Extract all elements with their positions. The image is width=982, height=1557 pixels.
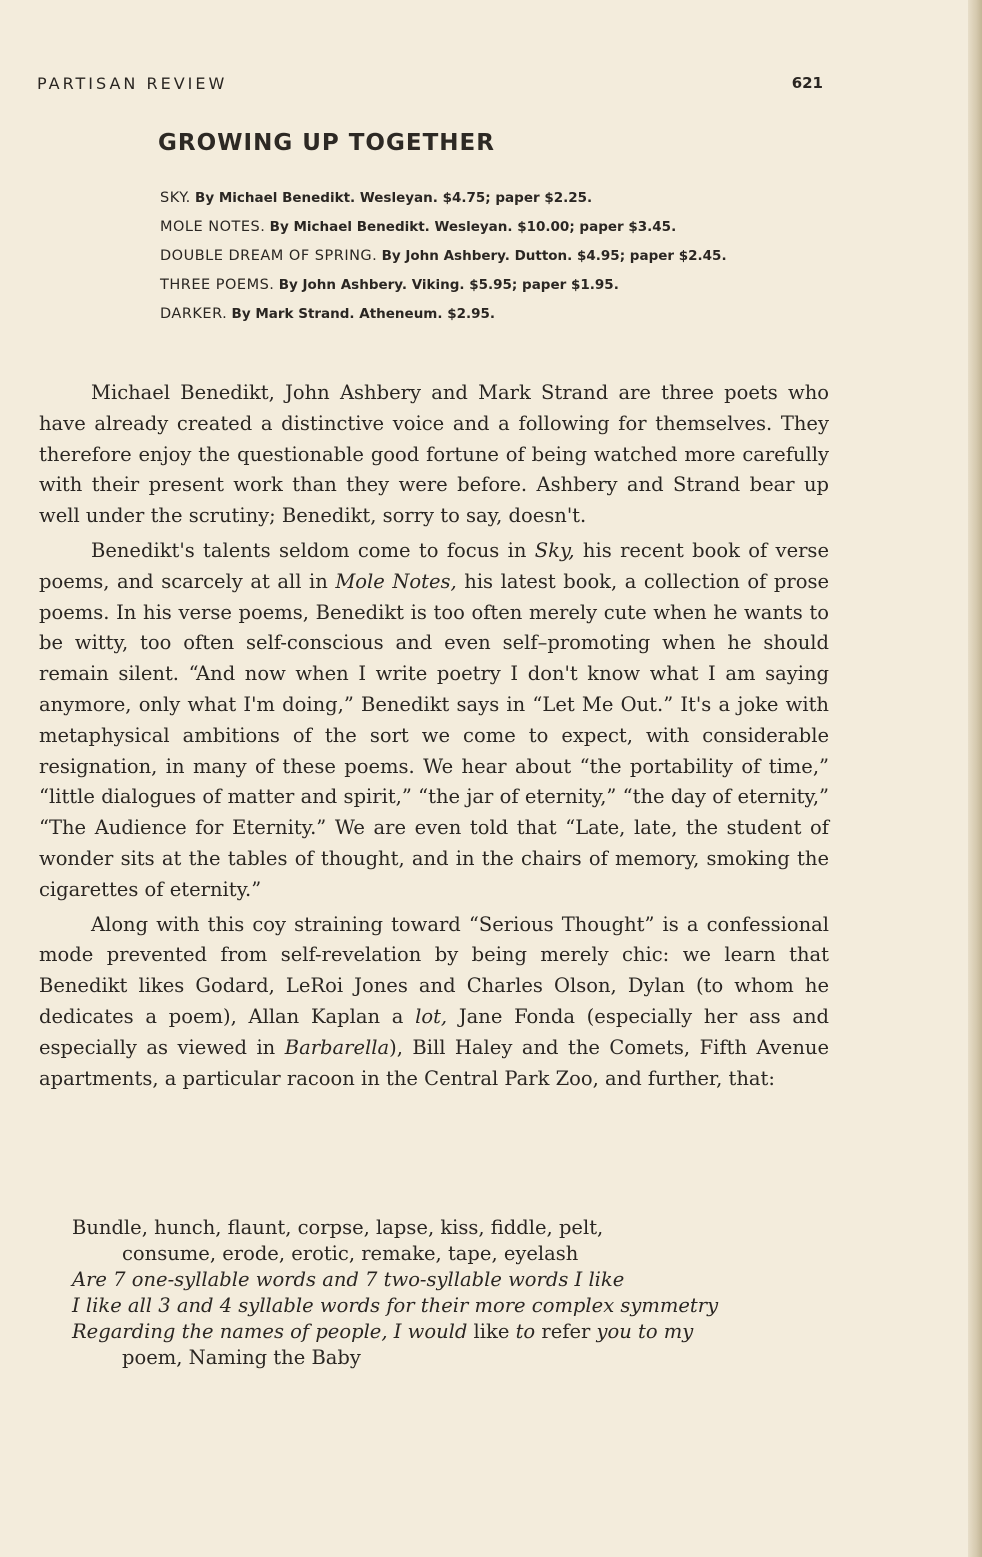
book-details: By John Ashbery. Dutton. $4.95; paper $2.45.	[381, 248, 727, 264]
film-title-barbarella: Barbarella	[284, 1035, 390, 1059]
book-entry	[160, 277, 840, 294]
article-body	[39, 378, 829, 1094]
text-run: like	[467, 1320, 516, 1343]
book-title-sky: Sky,	[534, 538, 575, 562]
book-title: MOLE NOTES.	[160, 219, 266, 235]
poem-quotation	[72, 1215, 842, 1371]
text-run: you to my	[596, 1320, 694, 1343]
text-run: his latest book, a collection of prose poems. In his verse poems, Benedikt is too often merely cute when he wants to be witty, too often self-conscious and even self–promoting when he should remain silent. “And now when I write poetry I don't know what I am saying anymore, only what I'm doing,” Benedikt says in “Let Me Out.” It's a joke with metaphysical ambitions of the sort we come to expect, with considerable resignation, in many of these poems. We hear about “the portability of time,” “little dialogues of matter and spirit,” “the jar of eternity,” “the day of eternity,” “The Audience for Eternity.” We are even told that “Late, late, the student of wonder sits at the tables of thought, and in the chairs of memory, smoking the cigarettes of eternity.”	[39, 569, 829, 901]
book-list	[160, 190, 840, 335]
book-title: DOUBLE DREAM OF SPRING.	[160, 248, 378, 264]
book-entry	[160, 248, 840, 265]
text-run: Benedikt's talents seldom come to focus in	[91, 538, 535, 562]
text-run: refer	[535, 1320, 597, 1343]
emphasis-lot: lot,	[415, 1004, 448, 1028]
poem-line-3: Are 7 one-syllable words and 7 two-syllable words I like	[72, 1268, 625, 1291]
book-details: By Michael Benedikt. Wesleyan. $4.75; paper $2.25.	[195, 190, 593, 206]
paragraph-3	[39, 910, 829, 1095]
paragraph-1: Michael Benedikt, John Ashbery and Mark Strand are three poets who have already created a distinctive voice and a following for themselves. They therefore enjoy the questionable good fortune of being watched more carefully with their present work than they were before. Ashbery and Strand bear up well under the scrutiny; Benedikt, sorry to say, doesn't.	[39, 381, 829, 528]
poem-line-6: poem, Naming the Baby	[122, 1346, 361, 1369]
text-run: ), Bill Haley and the Comets, Fifth Avenue apartments, a particular racoon in the Central Park Zoo, and further, that:	[39, 1035, 829, 1090]
paragraph-2	[39, 536, 829, 906]
page-number: 621	[791, 74, 823, 92]
book-title: THREE POEMS.	[160, 277, 275, 293]
page-edge	[968, 0, 982, 1557]
poem-line-4: I like all 3 and 4 syllable words for their more complex symmetry	[72, 1294, 719, 1317]
book-details: By Mark Strand. Atheneum. $2.95.	[231, 306, 496, 322]
text-run: Jane Fonda (especially her ass and especially as viewed in	[39, 1004, 829, 1059]
running-head	[37, 74, 823, 93]
text-run: to	[515, 1320, 536, 1343]
journal-name: PARTISAN REVIEW	[37, 74, 228, 93]
book-entry	[160, 219, 840, 236]
book-title: DARKER.	[160, 306, 228, 322]
book-entry	[160, 306, 840, 323]
article-title: GROWING UP TOGETHER	[158, 130, 495, 156]
poem-line-1: Bundle, hunch, flaunt, corpse, lapse, kiss, fiddle, pelt,	[72, 1216, 604, 1239]
book-entry	[160, 190, 840, 207]
text-run: Along with this coy straining toward “Serious Thought” is a confessional mode prevented from self-revelation by being merely chic: we learn that Benedikt likes Godard, LeRoi Jones and Charles Olson, Dylan (to whom he dedicates a poem), Allan Kaplan a	[39, 912, 829, 1028]
text-run: his recent book of verse poems, and scarcely at all in	[39, 538, 829, 593]
book-title-mole-notes: Mole Notes,	[335, 569, 457, 593]
book-title: SKY.	[160, 190, 191, 206]
book-details: By Michael Benedikt. Wesleyan. $10.00; paper $3.45.	[269, 219, 677, 235]
book-details: By John Ashbery. Viking. $5.95; paper $1.95.	[278, 277, 619, 293]
poem-line-2: consume, erode, erotic, remake, tape, eyelash	[122, 1242, 579, 1265]
poem-line-5	[72, 1319, 842, 1345]
text-run: Regarding the names of people, I would	[72, 1320, 468, 1343]
